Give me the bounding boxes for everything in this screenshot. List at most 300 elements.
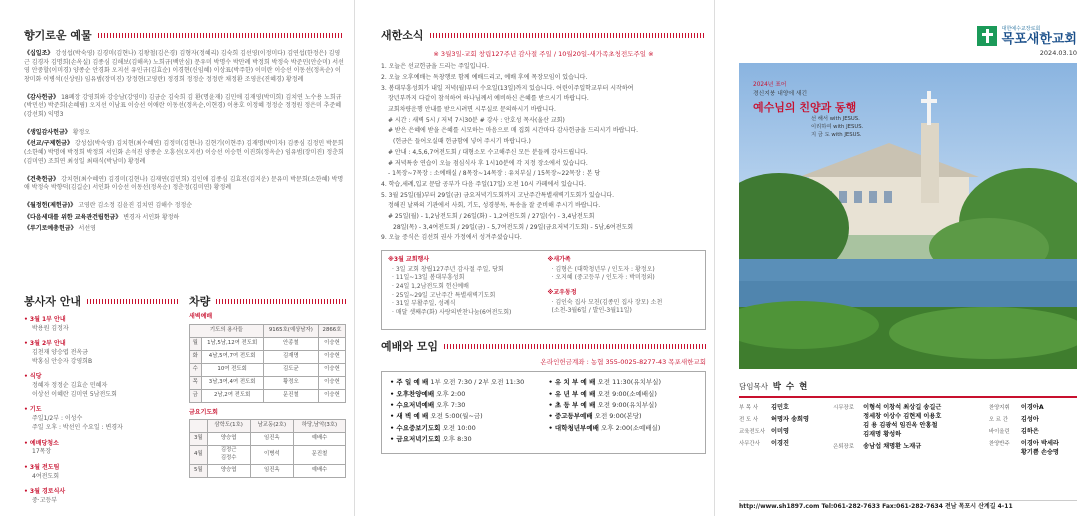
car-cell-line: 안종철: [283, 339, 299, 346]
meeting-row: [390, 424, 539, 433]
news-line: 9. 오늘 증식은 김선희 권사 가정에서 성겨주셨습니다.: [381, 234, 522, 242]
staff-row: [989, 428, 1077, 437]
pastor-name: 박 수 현: [772, 381, 809, 392]
offering-item: [24, 225, 344, 234]
staff-row: [989, 404, 1077, 413]
car-cell: [263, 350, 318, 363]
meeting-time: 오전 10:00: [442, 423, 476, 432]
car-cell: [207, 446, 250, 465]
meeting-name: • 중고등부예배: [548, 412, 593, 421]
car-cell-line: 이승헌: [324, 378, 340, 385]
car-row: [190, 446, 346, 465]
service-list: [24, 316, 179, 506]
car-cell-line: 이병석: [264, 451, 280, 458]
meeting-name: • 금요저녁기도회: [390, 435, 441, 444]
offering-item: [24, 140, 344, 166]
bulletin-date: 2024.03.10: [1039, 49, 1077, 58]
car-cell-line: 이승헌: [324, 365, 340, 372]
service-body-line: 박홍심 안승자 강영희B: [32, 357, 93, 365]
offering-list: [24, 50, 344, 234]
car-cell-line: 예배수: [311, 467, 328, 474]
staff-name: [863, 443, 921, 452]
service-body: [24, 473, 179, 482]
staff-name: [1021, 440, 1059, 458]
car-row: [190, 376, 346, 389]
news-line: 교회차량운행 안내를 받으시려면 시무실로 문의하시기 바랍니다.: [388, 106, 556, 114]
car-row: [190, 389, 346, 402]
news-line: (헌금은 들어오실때 헌금함에 넣어 주시기 바랍니다.): [393, 138, 531, 146]
left-panel: [0, 0, 355, 516]
car-row: [190, 433, 346, 446]
title-stripes: [216, 299, 346, 304]
car-cell: [250, 433, 293, 446]
service-head: • 3월 경로식사: [24, 488, 66, 496]
car-cell-line: 금: [192, 391, 198, 398]
car-cell: [190, 376, 202, 389]
staff-role: 사무간사: [739, 440, 760, 447]
car-cell-line: 이승헌: [324, 391, 340, 398]
staff-name: [771, 416, 809, 425]
staff-name-line: 김성아: [1020, 415, 1039, 423]
news-line: 정해진 날짜의 기관에서 사회, 기도, 성경봉독, 특송을 잘 준비해 주시기 바랍니다.: [388, 202, 601, 210]
staff-name-line: 이경아 박세라: [1020, 439, 1059, 447]
car-cell: [263, 363, 318, 376]
staff-row: [989, 416, 1077, 425]
meeting-row: [390, 390, 539, 399]
motto-overlay: [753, 81, 863, 140]
church-photo: [739, 63, 1077, 369]
flower-section-title: [24, 28, 344, 44]
service-body-line: 정혜자 정정순 김효순 민혜자: [32, 382, 108, 390]
car-cell-line: 이승헌: [324, 339, 340, 346]
news-title: 새한소식: [381, 29, 424, 42]
staff-name: [1021, 416, 1039, 425]
service-body: [24, 497, 179, 506]
service-head: • 식당: [24, 373, 42, 381]
staff-col-3: [989, 404, 1077, 461]
meeting-row: [390, 412, 539, 421]
service-body: [24, 349, 179, 366]
meeting-time: 오전 9:00(유치부실): [597, 401, 657, 410]
car-cell: [201, 363, 263, 376]
news-line: 장년부까지 다같이 참석하여 하나님께서 예비하신 은혜를 받으시기 바랍니다.: [388, 95, 589, 103]
offering-names: 고영란 김소정 김윤진 김치연 김해수 정정순: [78, 201, 193, 209]
car-cell: [318, 350, 345, 363]
car-cell: [293, 433, 345, 446]
offering-tag: 《월정헌(제헌금)》: [24, 201, 77, 209]
car-cell-line: 하당,남악(3호): [301, 422, 338, 429]
car-cell-line: 남교동(2호): [257, 422, 287, 429]
meeting-name: • 대학청년부예배: [548, 423, 599, 432]
event-line: · 11일~13일 봄대부흥성회: [392, 274, 465, 282]
offering-tag: 《선교/구제헌금》: [24, 140, 73, 148]
offering-tag: 《다음세대를 위한 교육관건립헌금》: [24, 213, 122, 221]
service-body-line: 주일 오후 : 박선인 수요일 : 변경자: [32, 423, 123, 431]
right-panel: [725, 0, 1091, 516]
car-cell-line: 10여 전도회: [217, 365, 247, 372]
staff-name-line: 김재명 황성하: [863, 430, 902, 438]
car-cell: [250, 464, 293, 477]
meeting-time: 오전 11:30(유치부실): [597, 378, 661, 387]
motto-english-line: 이리하여 with JESUS.: [811, 124, 864, 131]
service-head: • 기도: [24, 406, 42, 414]
car-cell: [318, 389, 345, 402]
car-cell-line: 수: [192, 365, 198, 372]
staff-role: 교육전도사: [739, 428, 766, 435]
meeting-name: • 주 일 예 배: [390, 378, 429, 387]
car-cell: [250, 420, 293, 433]
car-cell: [190, 350, 202, 363]
meeting-name: • 새 벽 예 배: [390, 412, 429, 421]
staff-name-line: 황기쁨 손승명: [1020, 448, 1059, 456]
car-cell: [190, 337, 202, 350]
service-body-line: 박용원 김정자: [32, 324, 69, 332]
car-row: [190, 420, 346, 433]
spacer: [388, 318, 540, 324]
event-line: · 오지혜 (중고등부 / 인도자 : 박미정외): [551, 274, 655, 282]
offering-item: [24, 176, 344, 193]
news-line: # 저녁특송 연습이 오늘 점심식사 후 1시10분에 각 지정 장소에서 있습니다.: [388, 159, 588, 167]
car-cell: [293, 464, 345, 477]
service-item: [24, 440, 179, 457]
meeting-row: [549, 390, 698, 399]
car-row: [190, 324, 346, 337]
staff-name-line: 송남섭 채명환 노재규: [863, 442, 922, 450]
offering-names: 강성섭(박숙영) 김경미(김현나) 김왕철(김은경) 김형자(정혜리) 김숙희 김선영(이정미다) 김연섭(한정은) 김영근 김경자 김명희(손옥실) 김종심 김해보(김해옥) 노희규(백안심) 문우미 박명수 박만례 박정희 박정숙 박준민(안순미) 서선영 안중할(이미경) 양종순 안경화 오지선 유인규(김효순) 이경현(신임혜) 이상표(박주한) 이미란 이승선 이동선(정옥순) 이창미화 이병석(신상원) 임유범(장미진) 장정현(고영란) 정경희 정정순 정정란 채정환 조영운(진혜경) 황정례: [24, 49, 344, 83]
car-row: [190, 464, 346, 477]
senior-pastor: [739, 381, 1077, 398]
news-line: # 시간 : 새벽 5시 / 저녁 7시30분 # 강사 : 안호성 목사(울산 교회): [388, 116, 565, 124]
offering-tag: 《생일감사헌금》: [24, 128, 71, 136]
car-cell: [201, 337, 263, 350]
car-cell-line: 3월: [193, 435, 203, 442]
car-cell: [293, 446, 345, 465]
news-line: 28일(목) - 3,4여전도회 / 29일(금) - 5,7여전도회 / 29일(금요저녁기도회) - 5남,6여전도회: [393, 223, 634, 231]
service-body-line: 17목장: [32, 448, 52, 456]
meeting-name: • 오후찬양예배: [390, 389, 435, 398]
meeting-time: 오전 9:00(본당): [594, 412, 642, 421]
staff-role: 찬양반주: [988, 440, 1010, 447]
service-body-line: 김천재 양승엽 전옥금: [32, 349, 88, 356]
service-item: [24, 464, 179, 481]
service-body-line: 주일1/2부 : 이성수: [32, 415, 83, 423]
staff-row: [739, 416, 827, 425]
car-cell-line: 9165호(예상남자): [268, 326, 313, 333]
meeting-row: [549, 401, 698, 410]
staff-name-line: 이경아A: [1020, 403, 1044, 411]
event-line: · 김형은 (대학청년부 / 인도자 : 황정오): [551, 265, 655, 273]
car-cell-line: 목: [192, 378, 198, 385]
car-cell: [201, 376, 263, 389]
car-cell: [263, 389, 318, 402]
motto-english: [753, 116, 863, 139]
staff-row: [739, 404, 827, 413]
car-cell-line: 임진옥: [264, 435, 280, 442]
car-cell: [263, 324, 318, 337]
staff-name-line: 정세창 이상수 김현제 이용호: [863, 412, 942, 420]
service-body-line: 이상선 이혜란 김미연 5남전도회: [32, 390, 117, 398]
staff-row: [739, 428, 827, 437]
car-cell: [318, 376, 345, 389]
staff-name: [1021, 428, 1039, 437]
staff-name-line: 이형석 이창석 최상길 송길근: [863, 403, 942, 411]
church-contact-footer: http://www.sh1897.com Tel:061-282-7633 Fax:061-282-7634 전남 목포시 산계길 4-11: [739, 500, 1077, 512]
title-stripes: [444, 344, 706, 349]
event-line: · 31일 부활주일, 성례식: [392, 300, 456, 308]
event-line: · 24일 1,2남전도회 헌신예배: [392, 283, 469, 291]
news-line: # 안내 : 4,5,6,7여전도회 / 대형소모 수고해주신 모든 분들께 감사드립니다.: [388, 148, 588, 156]
event-line: · 25일~29일 고난주간 특별새벽기도회: [392, 291, 496, 299]
meeting-row: [390, 401, 539, 410]
car-cell: [190, 324, 264, 337]
news-line: 1. 오늘은 선교헌금을 드리는 주일입니다.: [381, 63, 489, 71]
car-subtitle-friday: 금요기도회: [189, 408, 218, 416]
car-row: [190, 363, 346, 376]
pastor-label: 담임목사: [739, 381, 768, 391]
motto-line2: 예수님의 친양과 동행: [753, 101, 857, 115]
staff-list: [739, 404, 1077, 461]
meeting-time: 오후 8:30: [442, 435, 472, 444]
service-body: [24, 448, 179, 457]
car-column: [189, 294, 346, 513]
meeting-time: 오후 7:30: [436, 401, 466, 410]
staff-name: [771, 440, 789, 449]
staff-row: [739, 440, 827, 449]
car-cell: [190, 464, 208, 477]
dawn-car-table: [189, 324, 346, 403]
events-left-col: [388, 256, 540, 324]
staff-name-line: 김하은: [1020, 427, 1039, 435]
car-cell: [318, 324, 345, 337]
car-cell: [190, 363, 202, 376]
car-cell-line: 양승엽: [220, 467, 237, 474]
service-title: 봉사자 안내: [24, 295, 81, 308]
car-cell: [318, 363, 345, 376]
service-body: [24, 415, 179, 432]
car-cell-line: 3남,3여,4여 전도회: [208, 378, 256, 385]
service-column: [24, 294, 179, 513]
meeting-name: • 유 년 부 예 배: [548, 389, 596, 398]
staff-role: 시무장로: [833, 404, 854, 411]
staff-name-line: 이미영: [771, 427, 789, 435]
offering-tag: 《십일조》: [24, 49, 54, 57]
event-group-head: ※3월 교회행사: [388, 256, 430, 264]
car-cell: [207, 433, 250, 446]
car-cell-line: 김재명: [283, 352, 299, 359]
service-head: • 3월 2부 안내: [24, 340, 66, 348]
title-stripes: [98, 33, 344, 38]
title-stripes: [430, 33, 706, 38]
car-cell-line: 2남,2여 전도회: [213, 391, 251, 398]
motto-year: 2024년 표어: [753, 81, 787, 88]
car-cell-line: 김정근: [220, 447, 237, 454]
service-head: • 예배당청소: [24, 439, 59, 447]
meeting-time: 오전 9:00(소예배실): [597, 389, 657, 398]
staff-name-line: 허명자 송희영: [771, 415, 810, 423]
meeting-right-col: [549, 378, 698, 447]
meeting-time: 오후 2:00(소예배실): [600, 423, 661, 432]
motto-line1: 경신지붕 내양에 새긴: [753, 91, 808, 98]
events-right-col: [548, 256, 700, 324]
staff-col-1: [739, 404, 827, 461]
car-cell-line: 화: [192, 352, 198, 359]
meeting-time: 1부 오전 7:30 / 2부 오전 11:30: [430, 378, 525, 387]
news-subtitle: ※ 3월3일-교회 창립127주년 감사절 주일 / 10월20일-새가족초청전도주일 ※: [433, 49, 654, 58]
meeting-name: • 수요저녁예배: [390, 401, 435, 410]
staff-role: 오 르 간: [988, 416, 1008, 423]
car-cell: [293, 420, 345, 433]
car-cell: [263, 337, 318, 350]
meeting-row: [549, 378, 698, 387]
staff-name: [771, 428, 789, 437]
meeting-time: 오전 5:00(월~금): [430, 412, 483, 421]
middle-panel: [365, 0, 715, 516]
event-line: · 김인숙 집사 모친(김종민 집사 장모) 소천: [551, 298, 663, 306]
church-logo: [739, 26, 1077, 46]
staff-name: [771, 404, 789, 413]
staff-row: [833, 404, 983, 440]
offering-names: 18폐장 강영희와 강승남(강영미) 김금순 김숙희 김 환(명윤재) 김민애 김재영(박미희) 김치연 노수용 노희규(박민선) 박준희(손혜림) 오지선 이남표 이승선 이애란 이동선(정옥순,이현경) 이용호 이정혜 정정순 정정원 정은미 추준혜(강선회) 익명3: [24, 93, 342, 119]
car-cell-line: 기도의 용사들: [209, 326, 243, 333]
meeting-row: [390, 435, 539, 444]
service-head: • 3월 1부 안내: [24, 315, 66, 323]
service-body: [24, 382, 179, 399]
cross-logo-icon: [977, 26, 997, 46]
offering-tag: 《감사헌금》: [24, 93, 60, 101]
offering-item: [24, 94, 344, 120]
staff-role: 부 목 사: [739, 404, 759, 411]
service-item: [24, 406, 179, 432]
friday-car-table: [189, 419, 346, 478]
denomination: 대한예수교장로회: [1001, 26, 1041, 32]
motto-english-line: 선 해서 with JESUS.: [811, 116, 860, 123]
spacer: [548, 316, 700, 322]
flower-title: 향기로운 예물: [24, 29, 92, 42]
staff-name-line: 김민호: [771, 403, 789, 411]
meeting-row: [549, 424, 698, 433]
car-cell: [207, 464, 250, 477]
car-cell-line: 문진철: [283, 391, 299, 398]
offering-item: [24, 202, 344, 211]
offering-names: 황정오: [72, 128, 91, 136]
staff-role: 찬양지휘: [988, 404, 1010, 411]
staff-row: [989, 440, 1077, 458]
offering-item: [24, 50, 344, 85]
event-line: (소천-3월6일 / 발인-3월11일): [551, 307, 632, 315]
staff-name: [1021, 404, 1044, 413]
car-cell-line: 김도균: [283, 365, 299, 372]
staff-role: 바이올린: [988, 428, 1010, 435]
car-title: 차량: [189, 295, 211, 308]
service-item: [24, 373, 179, 399]
car-cell: [318, 337, 345, 350]
service-body-line: 4여전도회: [32, 472, 60, 480]
service-item: [24, 488, 179, 505]
car-cell: [190, 389, 202, 402]
car-cell: [201, 389, 263, 402]
meeting-row: [390, 378, 539, 387]
offering-names: 서선영: [78, 225, 96, 233]
offering-names: 강성섭(박숙영) 김치현(최수혜연) 김정미(김현나) 김현기(이현주) 김재명(박미자) 김종심 김정민 박문희(소한혜) 박명애 박정희 박정희 서인화 손석진 양종순 오흥선(오지선) 이승선 이승헌 이진희(정옥순) 임유범(장미진) 정춘희(김미연) 조희연 최성일 최태식(박남미) 황정례: [24, 140, 344, 165]
service-item: [24, 316, 179, 333]
service-body: [24, 325, 179, 334]
car-cell-line: 이승헌: [324, 352, 340, 359]
service-head: • 3월 전도팀: [24, 463, 60, 471]
event-line: · 3일 교회 창립127주년 감사절 주일, 당회: [392, 265, 504, 273]
car-cell: [201, 350, 263, 363]
offering-tag: 《건축헌금》: [24, 175, 60, 183]
news-line: 5. 3월 25일(월)부터 29일(금) 금요저녁기도회까지 고난주간특별새벽기도회가 있습니다.: [381, 191, 614, 199]
staff-col-2: [833, 404, 983, 461]
staff-role: 은퇴장로: [833, 443, 854, 450]
car-cell-line: 예배수: [311, 435, 328, 442]
car-cell-line: 2866호: [322, 326, 342, 333]
meeting-row: [549, 412, 698, 421]
car-cell-line: 4월: [193, 451, 203, 458]
car-cell-line: 월: [192, 339, 198, 346]
meeting-name: • 초 등 부 예 배: [548, 401, 596, 410]
offering-item: [24, 214, 344, 223]
car-row: [190, 337, 346, 350]
car-cell-line: 김정수: [220, 455, 237, 462]
car-row: [190, 350, 346, 363]
event-group-head: ※새가족: [547, 256, 571, 264]
meeting-name: • 유 치 부 예 배: [548, 378, 596, 387]
news-line: # 받은 은혜에 받을 은혜를 시모하는 마음으로 매 집회 시간마다 감사헌금을 드리시기 바랍니다.: [388, 127, 639, 135]
meeting-left-col: [390, 378, 539, 447]
staff-name: [863, 404, 941, 440]
offering-item: [24, 129, 344, 138]
car-cell: [263, 376, 318, 389]
news-line: 3. 봄대부흥성회가 내일 저녁(월)부터 수요일(13일)까지 있습니다. 어린이주일학교부터 시작하여: [381, 84, 634, 92]
staff-role: 전 도 사: [739, 416, 759, 423]
service-and-car-area: [24, 294, 346, 513]
news-line: 4. 학습,세례,입교 문답 공부가 다음 주일(17일) 오전 10시 카페에서 있습니다.: [381, 180, 587, 188]
meeting-box: [381, 371, 706, 454]
car-cell: [190, 446, 208, 465]
car-cell: [190, 433, 208, 446]
offering-tag: 《루기로예총헌금》: [24, 225, 77, 233]
staff-row: [833, 443, 983, 452]
car-cell-line: 임진옥: [264, 467, 280, 474]
service-item: [24, 340, 179, 366]
service-body-line: 중·고등부: [32, 496, 58, 504]
offering-names: 변경자 서인화 황정하: [123, 213, 180, 221]
car-cell-line: 양승엽: [220, 435, 237, 442]
car-cell-line: 황정오: [283, 378, 299, 385]
meeting-time: 오후 2:00: [436, 389, 466, 398]
meet-title: 예배와 모임: [381, 339, 438, 353]
news-line: # 25일(월) - 1,2남전도회 / 26일(화) - 1,2여전도회 / 27일(수) - 3,4남전도회: [388, 212, 595, 220]
car-cell-line: 1남,5남,12여 전도회: [207, 339, 258, 346]
car-cell: [250, 446, 293, 465]
staff-name-line: 이경진: [771, 439, 789, 447]
event-group-head: ※교우동정: [547, 289, 577, 297]
car-cell-line: 문진철: [311, 451, 328, 458]
event-line: · 매달 셋째주(화) 사랑의반찬나눔(6여전도회): [392, 309, 512, 317]
car-cell: [190, 420, 208, 433]
offering-names: 강치현(최수혜연) 김경미(김현나) 김재연(김민희) 김인애 김종심 김효진(김지운) 문유미 박문희(소한혜) 박명애 박정숙 박향덕(김길순) 서인화 이승선 이동선(정옥순) 정춘정(김미연) 황정례: [24, 175, 344, 192]
title-stripes: [87, 299, 179, 304]
car-cell: [207, 420, 250, 433]
online-account: 온라인헌금계좌 : 농협 355-0025-8277-43 목포새한교회: [540, 357, 706, 366]
motto-english-line: 지 금 도 with JESUS.: [811, 131, 862, 138]
car-cell-line: 4남,5여,7여 전도회: [208, 352, 256, 359]
events-box: [381, 250, 706, 330]
church-name: 목포새한교회: [1001, 32, 1077, 48]
car-cell-line: 삼학도(1호): [214, 422, 243, 429]
meeting-name: • 수요중보기도회: [390, 423, 441, 432]
